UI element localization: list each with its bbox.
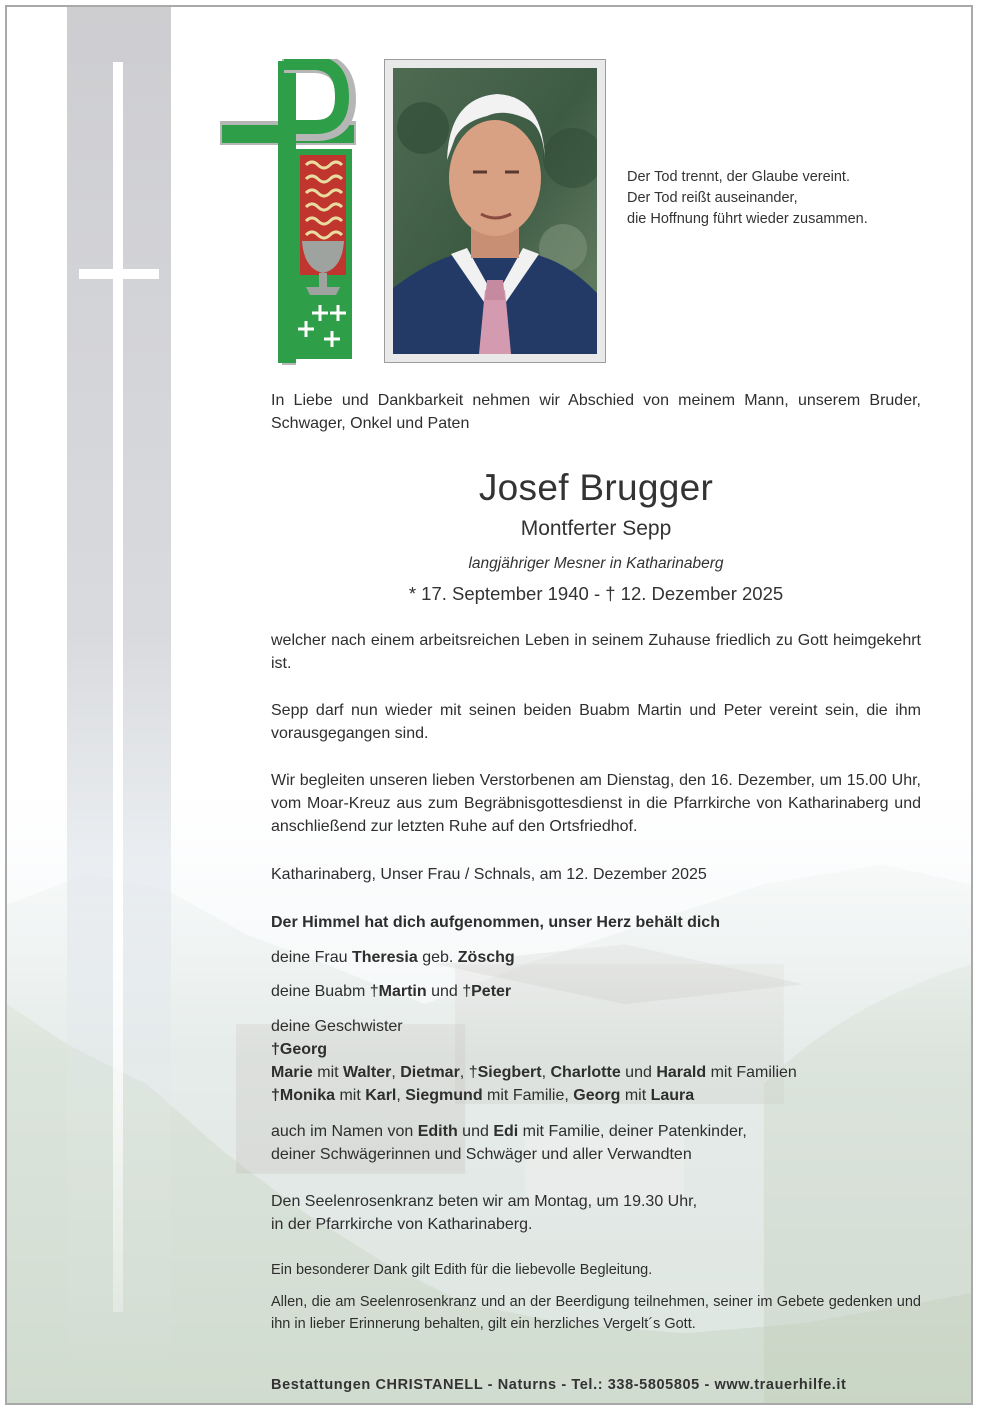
intro-text: In Liebe und Dankbarkeit nehmen wir Abschied von meinem Mann, unserem Bruder, Schwager, Onkel und Paten	[271, 392, 921, 432]
quote-line: Der Tod trennt, der Glaube vereint.	[627, 169, 850, 185]
place-and-date: Katharinaberg, Unser Frau / Schnals, am 12. Dezember 2025	[271, 866, 707, 883]
text-fragment: deine Frau	[271, 949, 352, 966]
portrait-photo	[393, 68, 597, 354]
rosary-line: in der Pfarrkirche von Katharinaberg.	[271, 1216, 533, 1233]
name-bold: Zöschg	[457, 949, 515, 966]
names-line	[271, 1120, 921, 1143]
name-bold: Marie	[271, 1064, 313, 1081]
name-bold: Edi	[493, 1123, 519, 1140]
name-bold: Peter	[471, 983, 512, 1000]
name-bold: †Georg	[271, 1041, 328, 1058]
name-bold: Siegmund	[405, 1087, 483, 1104]
name-bold: Theresia	[351, 949, 418, 966]
paragraph-funeral: Wir begleiten unseren lieben Verstorbenen am Dienstag, den 16. Dezember, um 15.00 Uhr, vom Moar-Kreuz aus zum Begräbnisgottesdienst in die Pfarrkirche von Katharinaberg und anschließend zur letzten Ruhe auf den Ortsfriedhof.	[271, 772, 921, 835]
text-fragment: mit	[620, 1087, 651, 1104]
deceased-name: Josef Brugger	[478, 467, 714, 508]
portrait-frame	[384, 59, 606, 363]
special-thanks: Ein besonderer Dank gilt Edith für die liebevolle Begleitung.	[271, 1262, 653, 1278]
cross-horizontal-bar	[79, 269, 159, 279]
life-dates: * 17. September 1940 - † 12. Dezember 2025	[408, 583, 784, 604]
text-fragment: und	[620, 1064, 657, 1081]
quote-line: Der Tod reißt auseinander,	[627, 190, 798, 206]
mourner-siblings	[271, 1015, 921, 1107]
text-fragment: mit Familien	[706, 1064, 797, 1081]
sibling-line	[271, 1084, 921, 1107]
text-fragment: mit	[312, 1064, 344, 1081]
rosary-line: Den Seelenrosenkranz beten wir am Montag, um 19.30 Uhr,	[271, 1193, 698, 1210]
text-fragment: ,	[541, 1064, 551, 1081]
deceased-role: langjähriger Mesner in Katharinaberg	[468, 555, 724, 572]
cross-vertical-bar	[113, 62, 123, 1312]
paragraph-sons: Sepp darf nun wieder mit seinen beiden Buabm Martin und Peter vereint sein, die ihm vorausgegangen sind.	[271, 702, 921, 742]
rosary-info	[271, 1190, 921, 1236]
name-bold: Laura	[650, 1087, 695, 1104]
mourner-wife	[271, 946, 921, 969]
name-bold: Siegbert	[477, 1064, 542, 1081]
sibling-line	[271, 1061, 921, 1084]
obituary-card	[5, 5, 973, 1405]
text-fragment: und †	[426, 983, 472, 1000]
text-fragment: ,	[391, 1064, 401, 1081]
text-fragment: mit	[335, 1087, 366, 1104]
text-fragment: , †	[459, 1064, 478, 1081]
name-bold: Georg	[573, 1087, 621, 1104]
text-fragment: mit Familie,	[482, 1087, 574, 1104]
text-fragment: mit Familie, deiner Patenkinder,	[518, 1123, 747, 1140]
name-bold: †Monika	[271, 1087, 336, 1104]
name-bold: Charlotte	[550, 1064, 621, 1081]
funeral-home-footer: Bestattungen CHRISTANELL - Naturns - Tel.: 338-5805805 - www.trauerhilfe.it	[271, 1377, 847, 1393]
paragraph-homecoming: welcher nach einem arbeitsreichen Leben in seinem Zuhause friedlich zu Gott heimgekehrt ist.	[271, 632, 921, 672]
text-fragment: ,	[396, 1087, 406, 1104]
text-fragment: deine Buabm †	[271, 983, 379, 1000]
mourner-sons	[271, 980, 921, 1003]
siblings-label: deine Geschwister	[271, 1018, 403, 1035]
text-fragment: und	[457, 1123, 494, 1140]
name-bold: Harald	[656, 1064, 707, 1081]
quote-block	[627, 167, 947, 230]
text-fragment: auch im Namen von	[271, 1123, 418, 1140]
text-fragment: geb.	[417, 949, 458, 966]
quote-line: die Hoffnung führt wieder zusammen.	[627, 211, 868, 227]
name-bold: Karl	[365, 1087, 397, 1104]
name-bold: Dietmar	[400, 1064, 460, 1081]
mourner-names-also	[271, 1120, 921, 1166]
names-line: deiner Schwägerinnen und Schwäger und aller Verwandten	[271, 1146, 692, 1163]
deceased-nickname: Montferter Sepp	[520, 517, 672, 540]
name-bold: Edith	[417, 1123, 458, 1140]
mourners-heading: Der Himmel hat dich aufgenommen, unser Herz behält dich	[271, 914, 720, 931]
name-bold: Walter	[343, 1064, 392, 1081]
general-thanks: Allen, die am Seelenrosenkranz und an der Beerdigung teilnehmen, seiner im Gebete gedenken und ihn in lieber Erinnerung behalten, gilt ein herzliches Vergelt´s Gott.	[271, 1294, 921, 1332]
sibling-line	[271, 1038, 921, 1061]
name-bold: Martin	[378, 983, 427, 1000]
chi-rho-cross-icon	[220, 59, 356, 365]
